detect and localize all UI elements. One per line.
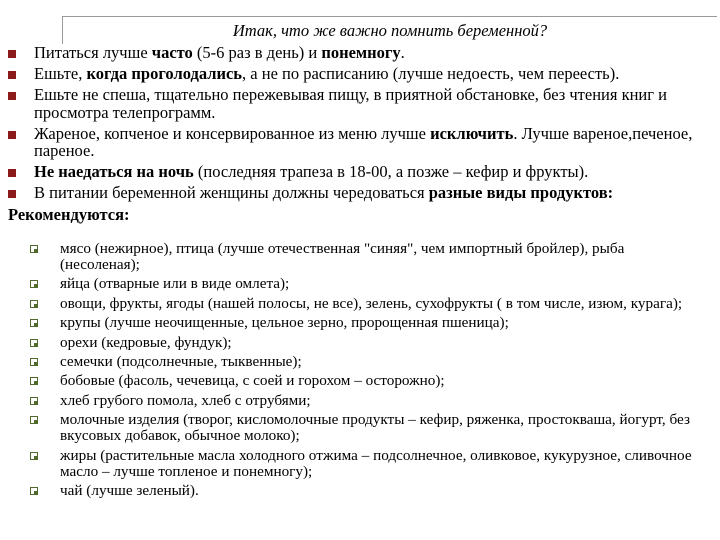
item-text: В питании беременной женщины должны чередоваться — [34, 183, 429, 203]
recommendation-text: мясо (нежирное), птица (лучше отечественная "синяя", чем импортный бройлер), рыба (несоленая); — [60, 240, 625, 273]
top-divider — [62, 16, 717, 17]
item-text: , а не по расписанию (лучше недоесть, чем переесть). — [242, 64, 620, 84]
list-item — [8, 44, 714, 62]
item-text: Жареное, копченое и консервированное из меню лучше — [34, 123, 431, 143]
item-text: (5-6 раз в день) и — [192, 43, 322, 62]
checkbox-bullet-icon — [30, 339, 38, 347]
list-item — [8, 86, 714, 121]
checkbox-bullet-icon — [30, 377, 38, 385]
recommendation-item — [30, 393, 698, 409]
recommendation-text: молочные изделия (творог, кисломолочные продукты – кефир, ряженка, простокваша, йогурт, без вкусовых добавок, обычное молоко); — [60, 411, 690, 445]
item-emphasis: когда проголодались — [86, 64, 243, 84]
item-text: . Лучше вареное,печеное, пареное. — [34, 123, 693, 161]
item-emphasis: исключить — [430, 123, 514, 143]
list-item — [8, 184, 714, 202]
recommendation-item — [30, 315, 698, 331]
recommendation-item — [30, 373, 698, 389]
recommendation-text: бобовые (фасоль, чечевица, с соей и горохом – осторожно); — [60, 372, 445, 390]
recommendation-item — [30, 241, 698, 273]
item-emphasis: Не наедаться на ночь — [34, 162, 194, 182]
recommendation-text: крупы (лучше неочищенные, цельное зерно, пророщенная пшеница); — [60, 314, 509, 332]
checkbox-bullet-icon — [30, 487, 38, 495]
item-text: Ешьте, — [34, 64, 87, 84]
list-item — [8, 163, 714, 181]
item-text: Питаться лучше — [34, 43, 152, 62]
recommendation-text: хлеб грубого помола, хлеб с отрубями; — [60, 391, 311, 409]
square-bullet-icon — [8, 50, 16, 58]
list-item — [8, 125, 714, 160]
page-title — [0, 21, 720, 40]
recommendation-list — [30, 241, 698, 502]
square-bullet-icon — [8, 92, 16, 100]
square-bullet-icon — [8, 71, 16, 79]
recommendation-item — [30, 354, 698, 370]
recommendation-text: чай (лучше зеленый). — [60, 481, 199, 499]
recommendation-item — [30, 296, 698, 312]
square-bullet-icon — [8, 131, 16, 139]
recommendation-item — [30, 412, 698, 444]
checkbox-bullet-icon — [30, 358, 38, 366]
item-text: (последняя трапеза в 18-00, а позже – кефир и фрукты). — [193, 162, 589, 182]
recommendation-text: жиры (растительные масла холодного отжима – подсолнечное, оливковое, кукурузное, сливочное масло – лучше топленое и понемногу); — [60, 446, 692, 480]
checkbox-bullet-icon — [30, 452, 38, 460]
recommendation-text: овощи, фрукты, ягоды (нашей полосы, не все), зелень, сухофрукты ( в том числе, изюм, курага); — [60, 294, 683, 312]
checkbox-bullet-icon — [30, 280, 38, 288]
checkbox-bullet-icon — [30, 245, 38, 253]
square-bullet-icon — [8, 190, 16, 198]
item-emphasis: часто — [151, 43, 193, 62]
checkbox-bullet-icon — [30, 319, 38, 327]
recommendation-item — [30, 483, 698, 499]
item-text: Ешьте не спеша, тщательно пережевывая пищу, в приятной обстановке, без чтения книг и просмотра телепрограмм. — [34, 85, 667, 122]
checkbox-bullet-icon — [30, 416, 38, 424]
recommendation-text: орехи (кедровые, фундук); — [60, 333, 232, 351]
list-item — [8, 65, 714, 83]
checkbox-bullet-icon — [30, 397, 38, 405]
checkbox-bullet-icon — [30, 300, 38, 308]
page-title-text: Итак, что же важно помнить беременной? — [232, 21, 548, 40]
recommendation-item — [30, 448, 698, 480]
item-emphasis: понемногу — [321, 43, 401, 62]
item-text: . — [400, 43, 405, 62]
recommend-heading: Рекомендуются: — [8, 204, 130, 224]
recommendation-item — [30, 335, 698, 351]
recommendation-text: семечки (подсолнечные, тыквенные); — [60, 352, 302, 370]
square-bullet-icon — [8, 169, 16, 177]
item-emphasis: разные виды продуктов: — [428, 183, 614, 203]
recommendation-item — [30, 276, 698, 292]
recommendation-text: яйца (отварные или в виде омлета); — [60, 275, 290, 293]
main-list — [8, 44, 714, 227]
